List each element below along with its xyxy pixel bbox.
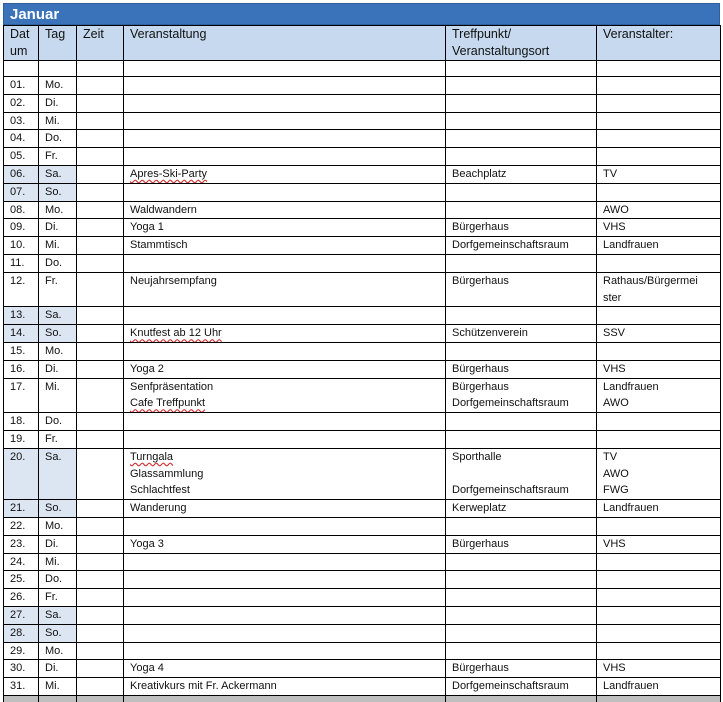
cell-organizer — [597, 307, 721, 325]
cell-organizer — [597, 201, 721, 219]
places-text: Bürgerhaus — [452, 662, 509, 675]
cell-time — [77, 272, 124, 307]
cell-time — [77, 517, 124, 535]
cell-organizer — [597, 254, 721, 272]
cell-organizer — [597, 413, 721, 431]
cell-organizer — [597, 589, 721, 607]
cell-place — [446, 430, 597, 448]
table-row — [4, 448, 721, 499]
table-row — [4, 148, 721, 166]
cell-organizer — [597, 642, 721, 660]
cell-day: Do. — [39, 130, 77, 148]
cell-place — [446, 517, 597, 535]
events-text: Stammtisch — [130, 239, 188, 252]
table-row — [4, 219, 721, 237]
cell-time — [77, 148, 124, 166]
header-place: Treffpunkt/ Veranstaltungsort — [446, 26, 597, 61]
cell-place — [446, 553, 597, 571]
table-row — [4, 624, 721, 642]
cell-date: 29. — [4, 642, 39, 660]
cell-event — [124, 571, 446, 589]
cell-event — [124, 165, 446, 183]
cell-place — [446, 589, 597, 607]
cell-event — [124, 413, 446, 431]
cell-date: 27. — [4, 606, 39, 624]
places-text: Schützenverein — [452, 327, 528, 340]
cell-day: Mi. — [39, 112, 77, 130]
cell-day: So. — [39, 624, 77, 642]
cell-time — [77, 553, 124, 571]
cell-place — [446, 413, 597, 431]
cell-event — [124, 219, 446, 237]
cell-place — [446, 624, 597, 642]
cell-day: Do. — [39, 254, 77, 272]
cell-place — [446, 535, 597, 553]
cell-day: Sa. — [39, 165, 77, 183]
events-text: Cafe Treffpunkt — [130, 397, 206, 410]
table-row — [4, 94, 721, 112]
cell-day: Fr. — [39, 589, 77, 607]
cell-place — [446, 448, 597, 499]
cell-place — [446, 272, 597, 307]
cell-time — [77, 77, 124, 95]
cell-organizer — [597, 606, 721, 624]
cell-organizer — [597, 130, 721, 148]
cell-day: Fr. — [39, 148, 77, 166]
places-text: Bürgerhaus — [452, 537, 509, 550]
cell-time — [77, 678, 124, 696]
cell-date: 26. — [4, 589, 39, 607]
cell-organizer — [597, 272, 721, 307]
cell-organizer — [597, 448, 721, 499]
cell-organizer — [597, 148, 721, 166]
organizers-text: AWO — [603, 467, 629, 480]
organizers-text: VHS — [603, 362, 626, 375]
cell-place — [446, 254, 597, 272]
events-text: Kreativkurs mit Fr. Ackermann — [130, 680, 277, 693]
cell-day: Mi. — [39, 237, 77, 255]
cell-date: 05. — [4, 148, 39, 166]
cell-place — [446, 94, 597, 112]
cell-time — [77, 413, 124, 431]
cell-date: 14. — [4, 325, 39, 343]
cell-day: Di. — [39, 535, 77, 553]
table-row — [4, 606, 721, 624]
cell-time — [77, 94, 124, 112]
events-text: Glassammlung — [130, 467, 204, 480]
table-row — [4, 307, 721, 325]
cell-time — [77, 378, 124, 413]
cell-time — [77, 571, 124, 589]
events-text: Yoga 4 — [130, 662, 164, 675]
table-row — [4, 112, 721, 130]
events-text: Wanderung — [130, 502, 187, 515]
places-text: Dorfgemeinschaftsraum — [452, 484, 569, 497]
cell-event — [124, 94, 446, 112]
cell-place — [446, 201, 597, 219]
cell-day: Mi. — [39, 553, 77, 571]
cell-place — [446, 219, 597, 237]
events-text: Yoga 2 — [130, 362, 164, 375]
cell-organizer — [597, 94, 721, 112]
table-row — [4, 201, 721, 219]
organizers-text: TV — [603, 450, 618, 463]
table-row — [4, 678, 721, 696]
cell-place — [446, 678, 597, 696]
events-text: Apres-Ski-Party — [130, 167, 208, 180]
cell-event — [124, 254, 446, 272]
cell-event — [124, 148, 446, 166]
cell-organizer — [597, 165, 721, 183]
cell-organizer — [597, 77, 721, 95]
cell-time — [77, 660, 124, 678]
cell-organizer — [597, 183, 721, 201]
table-row — [4, 535, 721, 553]
table-row — [4, 642, 721, 660]
cell-event — [124, 606, 446, 624]
cell-time — [77, 237, 124, 255]
events-text: Senfpräsentation — [130, 380, 214, 393]
table-row — [4, 183, 721, 201]
cell-date: 17. — [4, 378, 39, 413]
cell-day: Mo. — [39, 642, 77, 660]
places-text: Bürgerhaus — [452, 221, 509, 234]
table-row — [4, 254, 721, 272]
cell-date: 16. — [4, 360, 39, 378]
header-date: Dat um — [4, 26, 39, 61]
calendar-sheet — [3, 3, 720, 702]
table-footer — [4, 695, 721, 702]
cell-date: 28. — [4, 624, 39, 642]
cell-date: 02. — [4, 94, 39, 112]
cell-day: Mi. — [39, 678, 77, 696]
places-text: Dorfgemeinschaftsraum — [452, 239, 569, 252]
cell-date: 13. — [4, 307, 39, 325]
cell-organizer — [597, 500, 721, 518]
cell-place — [446, 571, 597, 589]
cell-event — [124, 360, 446, 378]
cell-place — [446, 112, 597, 130]
cell-date: 31. — [4, 678, 39, 696]
table-row — [4, 165, 721, 183]
cell-day: Sa. — [39, 448, 77, 499]
cell-time — [77, 589, 124, 607]
organizers-text: AWO — [603, 203, 629, 216]
cell-event — [124, 378, 446, 413]
cell-date: 04. — [4, 130, 39, 148]
cell-organizer — [597, 535, 721, 553]
cell-organizer — [597, 342, 721, 360]
cell-date: 09. — [4, 219, 39, 237]
cell-time — [77, 183, 124, 201]
cell-organizer — [597, 660, 721, 678]
month-title: Januar — [3, 3, 720, 25]
cell-time — [77, 360, 124, 378]
places-text: Kerweplatz — [452, 502, 507, 515]
cell-date: 30. — [4, 660, 39, 678]
cell-event — [124, 307, 446, 325]
cell-place — [446, 325, 597, 343]
table-row — [4, 500, 721, 518]
cell-date: 18. — [4, 413, 39, 431]
cell-time — [77, 535, 124, 553]
table-row — [4, 342, 721, 360]
cell-place — [446, 660, 597, 678]
events-text: Schlachtfest — [130, 484, 190, 497]
cell-event — [124, 130, 446, 148]
cell-day: Mo. — [39, 201, 77, 219]
events-text: Neujahrsempfang — [130, 274, 217, 287]
cell-date: 12. — [4, 272, 39, 307]
cell-time — [77, 112, 124, 130]
cell-date: 06. — [4, 165, 39, 183]
cell-event — [124, 589, 446, 607]
cell-date: 08. — [4, 201, 39, 219]
cell-place — [446, 237, 597, 255]
cell-time — [77, 165, 124, 183]
cell-organizer — [597, 378, 721, 413]
cell-day: Di. — [39, 219, 77, 237]
places-text: Bürgerhaus — [452, 380, 509, 393]
cell-day: Di. — [39, 94, 77, 112]
cell-event — [124, 624, 446, 642]
cell-organizer — [597, 430, 721, 448]
organizers-text: Landfrauen — [603, 680, 659, 693]
cell-organizer — [597, 237, 721, 255]
cell-time — [77, 201, 124, 219]
cell-place — [446, 165, 597, 183]
table-row — [4, 589, 721, 607]
table-header-row — [4, 26, 721, 61]
places-text: Bürgerhaus — [452, 274, 509, 287]
cell-place — [446, 500, 597, 518]
events-text: Yoga 3 — [130, 537, 164, 550]
cell-place — [446, 307, 597, 325]
cell-date: 23. — [4, 535, 39, 553]
header-organizer: Veranstalter: — [597, 26, 721, 61]
cell-day: So. — [39, 183, 77, 201]
cell-place — [446, 342, 597, 360]
header-time: Zeit — [77, 26, 124, 61]
cell-event — [124, 325, 446, 343]
cell-date: 25. — [4, 571, 39, 589]
cell-day: Sa. — [39, 606, 77, 624]
cell-time — [77, 430, 124, 448]
cell-place — [446, 148, 597, 166]
cell-date: 22. — [4, 517, 39, 535]
cell-date: 01. — [4, 77, 39, 95]
cell-organizer — [597, 325, 721, 343]
table-row — [4, 517, 721, 535]
events-text: Yoga 1 — [130, 221, 164, 234]
cell-day: Fr. — [39, 430, 77, 448]
table-row — [4, 378, 721, 413]
header-day: Tag — [39, 26, 77, 61]
cell-event — [124, 678, 446, 696]
cell-time — [77, 307, 124, 325]
cell-organizer — [597, 219, 721, 237]
cell-event — [124, 500, 446, 518]
cell-place — [446, 378, 597, 413]
cell-place — [446, 606, 597, 624]
events-text: Turngala — [130, 450, 174, 463]
cell-organizer — [597, 553, 721, 571]
cell-time — [77, 130, 124, 148]
cell-organizer — [597, 624, 721, 642]
cell-day: Do. — [39, 413, 77, 431]
cell-organizer — [597, 112, 721, 130]
table-row — [4, 130, 721, 148]
organizers-text: Landfrauen — [603, 239, 659, 252]
header-event: Veranstaltung — [124, 26, 446, 61]
cell-time — [77, 500, 124, 518]
organizers-text: Landfrauen — [603, 380, 659, 393]
cell-day: Mo. — [39, 77, 77, 95]
cell-organizer — [597, 678, 721, 696]
cell-date: 24. — [4, 553, 39, 571]
cell-date: 03. — [4, 112, 39, 130]
cell-day: Mi. — [39, 378, 77, 413]
cell-date: 11. — [4, 254, 39, 272]
cell-event — [124, 77, 446, 95]
table-row — [4, 553, 721, 571]
cell-time — [77, 342, 124, 360]
cell-organizer — [597, 571, 721, 589]
table-row — [4, 272, 721, 307]
organizers-text: AWO — [603, 397, 629, 410]
cell-place — [446, 77, 597, 95]
cell-day: Di. — [39, 360, 77, 378]
cell-day: Do. — [39, 571, 77, 589]
cell-date: 20. — [4, 448, 39, 499]
cell-time — [77, 448, 124, 499]
cell-organizer — [597, 360, 721, 378]
cell-time — [77, 254, 124, 272]
cell-event — [124, 112, 446, 130]
cell-event — [124, 535, 446, 553]
cell-event — [124, 660, 446, 678]
cell-day: Mo. — [39, 342, 77, 360]
cell-day: So. — [39, 500, 77, 518]
cell-day: Sa. — [39, 307, 77, 325]
events-text: Knutfest ab 12 Uhr — [130, 327, 222, 340]
table-row — [4, 413, 721, 431]
cell-date: 21. — [4, 500, 39, 518]
cell-time — [77, 325, 124, 343]
cell-event — [124, 237, 446, 255]
places-text: Dorfgemeinschaftsraum — [452, 680, 569, 693]
cell-place — [446, 360, 597, 378]
organizers-text: VHS — [603, 662, 626, 675]
table-row — [4, 430, 721, 448]
table-row — [4, 360, 721, 378]
organizers-text: Landfrauen — [603, 502, 659, 515]
spacer-row — [4, 61, 721, 77]
places-text: Bürgerhaus — [452, 362, 509, 375]
cell-event — [124, 342, 446, 360]
organizers-text: VHS — [603, 221, 626, 234]
cell-event — [124, 448, 446, 499]
cell-event — [124, 201, 446, 219]
organizers-text: Rathaus/Bürgermei — [603, 274, 698, 287]
cell-date: 15. — [4, 342, 39, 360]
cell-day: Mo. — [39, 517, 77, 535]
organizers-text: ster — [603, 291, 622, 304]
cell-day: Di. — [39, 660, 77, 678]
cell-time — [77, 624, 124, 642]
cell-event — [124, 642, 446, 660]
cell-place — [446, 183, 597, 201]
cell-date: 10. — [4, 237, 39, 255]
cell-time — [77, 642, 124, 660]
cell-time — [77, 606, 124, 624]
cell-day: So. — [39, 325, 77, 343]
table-row — [4, 571, 721, 589]
cell-time — [77, 219, 124, 237]
table-row — [4, 237, 721, 255]
organizers-text: TV — [603, 167, 618, 180]
cell-event — [124, 272, 446, 307]
places-text: Sporthalle — [452, 450, 502, 463]
cell-event — [124, 553, 446, 571]
table-row — [4, 325, 721, 343]
cell-date: 19. — [4, 430, 39, 448]
places-text: Beachplatz — [452, 167, 507, 180]
cell-event — [124, 183, 446, 201]
places-text: Dorfgemeinschaftsraum — [452, 397, 569, 410]
organizers-text: SSV — [603, 327, 626, 340]
cell-event — [124, 517, 446, 535]
organizers-text: VHS — [603, 537, 626, 550]
cell-date: 07. — [4, 183, 39, 201]
organizers-text: FWG — [603, 484, 629, 497]
events-table — [3, 25, 721, 702]
cell-organizer — [597, 517, 721, 535]
cell-event — [124, 430, 446, 448]
cell-place — [446, 130, 597, 148]
cell-day: Fr. — [39, 272, 77, 307]
events-text: Waldwandern — [130, 203, 197, 216]
cell-place — [446, 642, 597, 660]
table-row — [4, 660, 721, 678]
table-row — [4, 77, 721, 95]
